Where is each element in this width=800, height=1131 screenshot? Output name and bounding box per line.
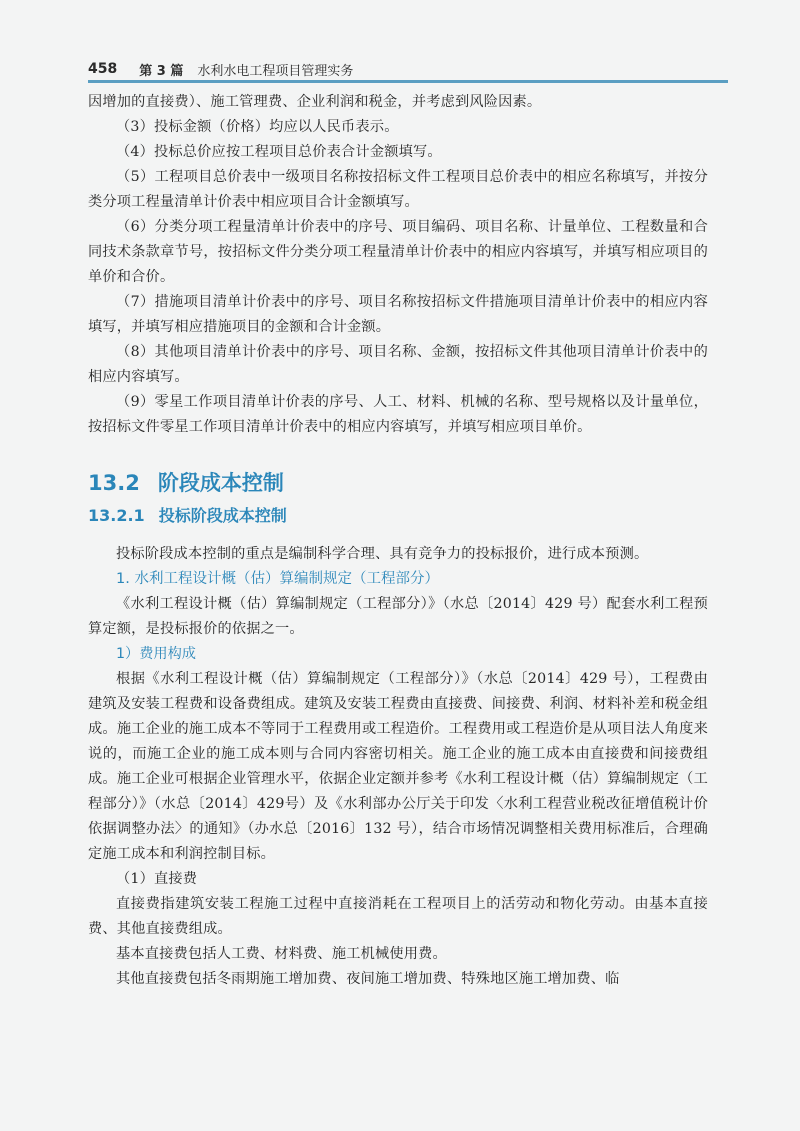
paragraph: （9）零星工作项目清单计价表的序号、人工、材料、机械的名称、型号规格以及计量单位，按招标文件零星工作项目清单计价表中的相应内容填写，并填写相应项目单价。 [88,394,708,435]
intro-paragraph: 投标阶段成本控制的重点是编制科学合理、具有竞争力的投标报价，进行成本预测。 [116,546,649,562]
page-body [88,90,708,992]
subsection-number: 13.2.1 [88,506,145,525]
paragraph: （4）投标总价应按工程项目总价表合计金额填写。 [116,144,442,160]
page-number: 458 [88,61,118,77]
section-number: 13.2 [88,471,140,495]
paragraph: （3）投标金额（价格）均应以人民币表示。 [116,119,399,135]
subsection-title: 投标阶段成本控制 [158,506,287,525]
direct-cost-heading: （1）直接费 [116,871,198,887]
paragraph: 其他直接费包括冬雨期施工增加费、夜间施工增加费、特殊地区施工增加费、临 [116,971,620,987]
paragraph: （8）其他项目清单计价表中的序号、项目名称、金额，按招标文件其他项目清单计价表中的相应内容填写。 [88,344,708,385]
paragraph: （6）分类分项工程量清单计价表中的序号、项目编码、项目名称、计量单位、工程数量和合同技术条款章节号，按招标文件分类分项工程量清单计价表中的相应内容填写，并填写相应项目的单价和合价。 [88,219,708,285]
paragraph: 根据《水利工程设计概（估）算编制规定（工程部分）》（水总〔2014〕429 号），工程费由建筑及安装工程费和设备费组成。建筑及安装工程费由直接费、间接费、利润、材料补差和税金组成。施工企业的施工成本不等同于工程费用或工程造价。工程费用或工程造价是从项目法人角度来说的，而施工企业的施工成本则与合同内容密切相关。施工企业的施工成本由直接费和间接费组成。施工企业可根据企业管理水平，依据企业定额并参考《水利工程设计概（估）算编制规定（工程部分）》（水总〔2014〕429号）及《水利部办公厅关于印发〈水利工程营业税改征增值税计价依据调整办法〉的通知》（办水总〔2016〕132 号），结合市场情况调整相关费用标准后，合理确定施工成本和利润控制目标。 [88,671,708,862]
paragraph: 基本直接费包括人工费、材料费、施工机械使用费。 [116,946,447,962]
item-heading: 1. 水利工程设计概（估）算编制规定（工程部分） [116,571,439,587]
paragraph: 《水利工程设计概（估）算编制规定（工程部分）》（水总〔2014〕429 号）配套水利工程预算定额，是投标报价的依据之一。 [88,596,708,637]
paragraph: （7）措施项目清单计价表中的序号、项目名称按招标文件措施项目清单计价表中的相应内容填写，并填写相应措施项目的金额和合计金额。 [88,294,708,335]
subitem-heading: 1）费用构成 [116,646,196,662]
section-title: 阶段成本控制 [157,471,284,495]
book-title: 水利水电工程项目管理实务 [197,63,354,79]
paragraph: （5）工程项目总价表中一级项目名称按招标文件工程项目总价表中的相应名称填写，并按分类分项工程量清单计价表中相应项目合计金额填写。 [88,169,708,210]
paragraph: 直接费指建筑安装工程施工过程中直接消耗在工程项目上的活劳动和物化劳动。由基本直接费、其他直接费组成。 [88,896,708,937]
running-header [88,57,728,81]
subsection-heading [88,504,708,528]
part-label: 第 3 篇 [139,63,184,79]
section-heading [88,468,708,498]
header-rule [88,80,728,83]
paragraph: 因增加的直接费）、施工管理费、企业利润和税金，并考虑到风险因素。 [88,94,542,110]
